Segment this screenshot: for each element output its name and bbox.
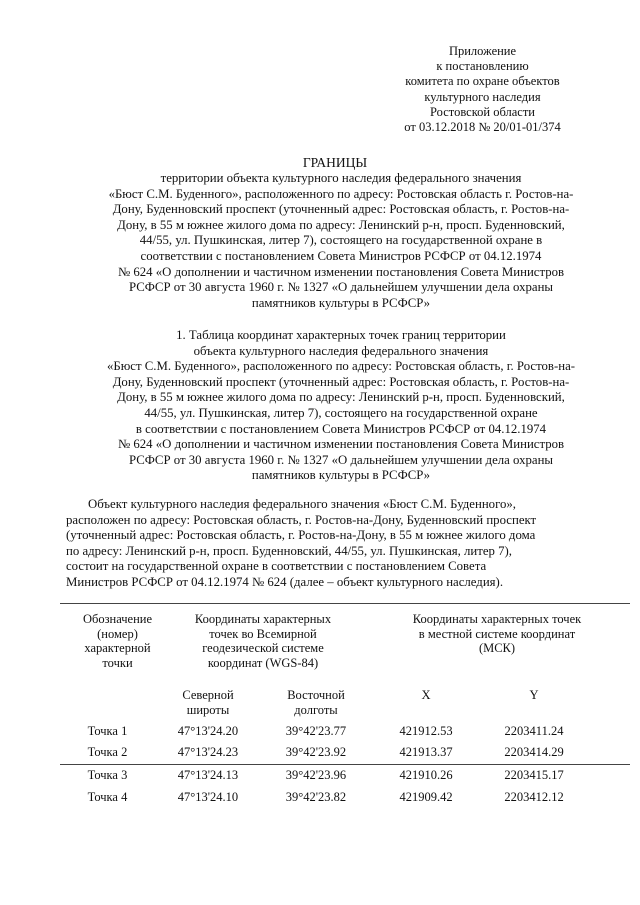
subheader-east: Восточной долготы bbox=[287, 688, 345, 717]
table-row-rule bbox=[60, 764, 630, 765]
intro-line: памятников культуры в РСФСР» bbox=[251, 295, 431, 310]
body-line: состоит на государственной охране в соответствии с постановлением Совета bbox=[66, 559, 487, 574]
table-top-rule bbox=[60, 603, 630, 604]
table-heading-line: 44/55, ул. Пушкинская, литер 7), состоящего на государственной охране bbox=[144, 405, 538, 420]
cell-north: 47°13'24.13 bbox=[177, 768, 239, 782]
intro-line: Дону, Буденновский проспект (уточненный адрес: Ростовская область, г. Ростов-на- bbox=[112, 202, 570, 217]
subheader-y: Y bbox=[529, 688, 539, 702]
intro-line: 44/55, ул. Пушкинская, литер 7), состоящего на государственной охране в bbox=[139, 233, 543, 248]
cell-point: Точка 2 bbox=[87, 745, 128, 759]
cell-point: Точка 3 bbox=[87, 768, 128, 782]
cell-y: 2203411.24 bbox=[504, 724, 564, 738]
appendix-line: Приложение bbox=[448, 44, 517, 58]
appendix-line: Ростовской области bbox=[430, 104, 535, 119]
table-heading-line: объекта культурного наследия федерального значения bbox=[193, 343, 489, 358]
cell-north: 47°13'24.10 bbox=[177, 790, 239, 804]
intro-line: соответствии с постановлением Совета Министров РСФСР от 04.12.1974 bbox=[140, 248, 542, 263]
body-line: Объект культурного наследия федерального значения «Бюст С.М. Буденного», bbox=[88, 497, 516, 511]
cell-x: 421912.53 bbox=[399, 724, 453, 738]
cell-east: 39°42'23.77 bbox=[285, 724, 347, 738]
intro-line: «Бюст С.М. Буденного», расположенного по адресу: Ростовская область г. Ростов-на- bbox=[108, 186, 574, 201]
intro-line: РСФСР от 30 августа 1960 г. № 1327 «О дальнейшем улучшении дела охраны bbox=[128, 280, 554, 295]
cell-y: 2203414.29 bbox=[504, 745, 564, 759]
header-designation: Обозначение (номер) характерной точки bbox=[82, 612, 153, 670]
body-line: расположен по адресу: Ростовская область, г. Ростов-на-Дону, Буденновский проспект bbox=[66, 512, 537, 527]
table-heading-line: в соответствии с постановлением Совета Министров РСФСР от 04.12.1974 bbox=[135, 421, 547, 436]
page-title: ГРАНИЦЫ bbox=[302, 155, 368, 170]
appendix-line: от 03.12.2018 № 20/01-01/374 bbox=[404, 120, 561, 135]
table-heading-line: Дону, Буденновский проспект (уточненный адрес: Ростовская область, г. Ростов-на- bbox=[112, 374, 570, 389]
cell-point: Точка 4 bbox=[87, 790, 128, 804]
appendix-line: к постановлению bbox=[436, 59, 529, 74]
appendix-line: культурного наследия bbox=[424, 89, 541, 104]
table-heading-line: Дону, в 55 м южнее жилого дома по адресу: Ленинский р-н, просп. Буденновский, bbox=[117, 390, 565, 405]
cell-east: 39°42'23.96 bbox=[285, 768, 347, 782]
table-heading-block bbox=[66, 328, 616, 484]
cell-y: 2203412.12 bbox=[504, 790, 564, 804]
intro-line: Дону, в 55 м южнее жилого дома по адресу: Ленинский р-н, просп. Буденновский, bbox=[117, 217, 565, 232]
cell-north: 47°13'24.23 bbox=[177, 745, 239, 759]
intro-line: № 624 «О дополнении и частичном изменении постановления Совета Министров bbox=[117, 264, 565, 279]
body-line: по адресу: Ленинский р-н, просп. Буденновский, 44/55, ул. Пушкинская, литер 7), bbox=[66, 543, 513, 558]
body-line: Министров РСФСР от 04.12.1974 № 624 (далее – объект культурного наследия). bbox=[66, 574, 504, 589]
table-heading-line: «Бюст С.М. Буденного», расположенного по адресу: Ростовская область, г. Ростов-на- bbox=[106, 359, 576, 374]
cell-x: 421910.26 bbox=[399, 768, 453, 782]
cell-x: 421913.37 bbox=[399, 745, 453, 759]
table-heading-line: № 624 «О дополнении и частичном изменении постановления Совета Министров bbox=[117, 437, 565, 452]
cell-x: 421909.42 bbox=[399, 790, 453, 804]
appendix-block bbox=[380, 44, 585, 135]
subheader-x: X bbox=[421, 688, 431, 702]
cell-east: 39°42'23.82 bbox=[285, 790, 347, 804]
intro-block bbox=[66, 171, 616, 311]
appendix-line: комитета по охране объектов bbox=[405, 74, 560, 89]
cell-point: Точка 1 bbox=[87, 724, 128, 738]
cell-north: 47°13'24.20 bbox=[177, 724, 239, 738]
subheader-north: Северной широты bbox=[182, 688, 234, 717]
cell-east: 39°42'23.92 bbox=[285, 745, 347, 759]
body-line: (уточненный адрес: Ростовская область, г. Ростов-на-Дону, в 55 м южнее жилого дома bbox=[66, 528, 536, 543]
body-paragraph bbox=[66, 497, 616, 591]
cell-y: 2203415.17 bbox=[504, 768, 564, 782]
table-heading-line: 1. Таблица координат характерных точек границ территории bbox=[176, 328, 506, 342]
intro-line: территории объекта культурного наследия федерального значения bbox=[160, 171, 522, 185]
table-heading-line: РСФСР от 30 августа 1960 г. № 1327 «О дальнейшем улучшении дела охраны bbox=[128, 452, 554, 467]
header-msk: Координаты характерных точек в местной системе координат (МСК) bbox=[412, 612, 582, 656]
table-heading-line: памятников культуры в РСФСР» bbox=[251, 468, 431, 483]
header-wgs: Координаты характерных точек во Всемирной геодезической системе координат (WGS-84) bbox=[194, 612, 332, 670]
